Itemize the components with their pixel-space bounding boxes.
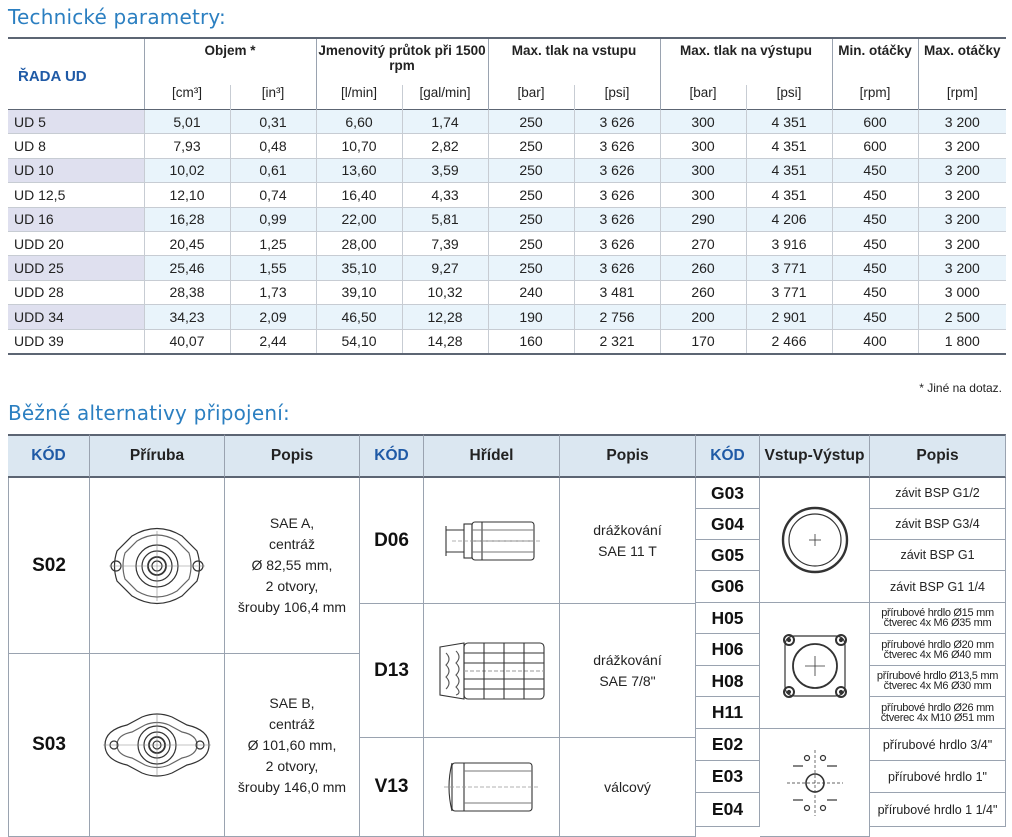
value-cell: 5,01 [144,110,230,134]
flange-drawing [90,478,225,654]
threaded-port-icon [778,503,852,577]
value-cell: 600 [832,134,918,158]
value-cell: 250 [488,183,574,207]
port-code: H06 [696,634,760,666]
value-cell: 250 [488,256,574,280]
value-cell: 16,40 [316,183,402,207]
technical-parameters-table [8,37,1006,355]
value-cell: 170 [660,329,746,354]
series-cell: UD 10 [8,158,144,182]
table-row [8,158,1006,182]
value-cell: 5,81 [402,207,488,231]
flange-description: SAE B, centráž Ø 101,60 mm, 2 otvory, šrouby 146,0 mm [225,654,360,837]
table-row [8,183,1006,207]
value-cell: 3 200 [918,110,1006,134]
connection-alternatives-title: Běžné alternativy připojení: [8,401,290,425]
group-header: Max. tlak na výstupu [660,38,832,85]
value-cell: 4 351 [746,158,832,182]
value-cell: 0,99 [230,207,316,231]
cylindrical-shaft-icon [442,757,542,817]
value-cell: 250 [488,110,574,134]
shaft-description: válcový [560,738,696,837]
port-description: závit BSP G1 [870,540,1006,571]
value-cell: 3 626 [574,231,660,255]
port-description: závit BSP G1/2 [870,478,1006,509]
value-cell: 450 [832,280,918,304]
port-code: E04 [696,793,760,827]
value-cell: 20,45 [144,231,230,255]
value-cell: 2,82 [402,134,488,158]
value-cell: 3 000 [918,280,1006,304]
value-cell: 3 626 [574,183,660,207]
value-cell: 1,73 [230,280,316,304]
value-cell: 0,48 [230,134,316,158]
value-cell: 9,27 [402,256,488,280]
table-row [8,207,1006,231]
port-code: H08 [696,666,760,697]
port-code: H11 [696,697,760,729]
value-cell: 3 200 [918,183,1006,207]
value-cell: 3 200 [918,231,1006,255]
value-cell: 260 [660,256,746,280]
shaft-code: V13 [360,738,424,837]
table-row [8,231,1006,255]
flange-header: Příruba [90,434,225,478]
port-code: E03 [696,761,760,793]
unit-header: [cm³] [144,85,230,110]
shaft-code: D13 [360,604,424,738]
value-cell: 290 [660,207,746,231]
port-description: závit BSP G1 1/4 [870,571,1006,603]
flange-sae-a-icon [97,511,217,621]
group-header: Min. otáčky [832,38,918,85]
port-description: přírubové hrdlo 1" [870,761,1006,793]
port-description: závit BSP G3/4 [870,509,1006,540]
value-cell: 250 [488,158,574,182]
value-cell: 1,25 [230,231,316,255]
value-cell: 300 [660,183,746,207]
value-cell: 0,31 [230,110,316,134]
unit-header: [psi] [746,85,832,110]
value-cell: 12,28 [402,305,488,329]
series-cell: UD 12,5 [8,183,144,207]
kod-header: KÓD [8,434,90,478]
value-cell: 7,39 [402,231,488,255]
value-cell: 28,38 [144,280,230,304]
unit-header: [rpm] [832,85,918,110]
table-row [8,256,1006,280]
value-cell: 10,32 [402,280,488,304]
value-cell: 0,61 [230,158,316,182]
flange-code: S03 [8,654,90,837]
value-cell: 6,60 [316,110,402,134]
value-cell: 450 [832,231,918,255]
shaft-description: drážkování SAE 7/8" [560,604,696,738]
unit-header: [psi] [574,85,660,110]
value-cell: 10,70 [316,134,402,158]
description-header: Popis [225,434,360,478]
port-code: H05 [696,603,760,634]
flange-code: S02 [8,478,90,654]
value-cell: 13,60 [316,158,402,182]
value-cell: 3 771 [746,280,832,304]
value-cell: 450 [832,183,918,207]
value-cell: 14,28 [402,329,488,354]
value-cell: 600 [832,110,918,134]
flange-drawing [90,654,225,837]
port-description: přírubové hrdlo 3/4" [870,729,1006,761]
table-row [8,110,1006,134]
value-cell: 10,02 [144,158,230,182]
value-cell: 2 500 [918,305,1006,329]
shaft-drawing [424,604,560,738]
series-cell: UDD 20 [8,231,144,255]
description-header: Popis [870,434,1006,478]
port-drawing [760,729,870,837]
port-description: přírubové hrdlo Ø13,5 mm čtverec 4x M6 Ø30 mm [870,666,1006,697]
value-cell: 2 321 [574,329,660,354]
value-cell: 4 351 [746,183,832,207]
value-cell: 3 626 [574,256,660,280]
value-cell: 3 626 [574,158,660,182]
value-cell: 4 206 [746,207,832,231]
value-cell: 4 351 [746,110,832,134]
shaft-drawing [424,738,560,837]
value-cell: 39,10 [316,280,402,304]
table-row [8,134,1006,158]
shaft-header: Hřídel [424,434,560,478]
value-cell: 22,00 [316,207,402,231]
value-cell: 1 800 [918,329,1006,354]
series-cell: UDD 28 [8,280,144,304]
spline-shaft-icon [442,516,542,566]
port-code: G03 [696,478,760,509]
value-cell: 160 [488,329,574,354]
series-cell: UD 16 [8,207,144,231]
value-cell: 1,55 [230,256,316,280]
unit-header: [gal/min] [402,85,488,110]
value-cell: 2 756 [574,305,660,329]
kod-header: KÓD [696,434,760,478]
value-cell: 4 351 [746,134,832,158]
unit-header: [bar] [660,85,746,110]
value-cell: 3 200 [918,207,1006,231]
port-description: přírubové hrdlo Ø26 mm čtverec 4x M10 Ø51 mm [870,697,1006,729]
value-cell: 2 901 [746,305,832,329]
value-cell: 2,09 [230,305,316,329]
value-cell: 3 481 [574,280,660,304]
unit-header: [rpm] [918,85,1006,110]
series-cell: UD 5 [8,110,144,134]
kod-header: KÓD [360,434,424,478]
port-code: G05 [696,540,760,571]
flange-sae-b-icon [97,695,217,795]
value-cell: 4,33 [402,183,488,207]
flange-port-small-icon [785,748,845,818]
description-header: Popis [560,434,696,478]
value-cell: 250 [488,231,574,255]
value-cell: 12,10 [144,183,230,207]
value-cell: 300 [660,158,746,182]
value-cell: 2,44 [230,329,316,354]
value-cell: 3 626 [574,110,660,134]
value-cell: 3,59 [402,158,488,182]
series-cell: UDD 39 [8,329,144,354]
value-cell: 2 466 [746,329,832,354]
value-cell: 3 771 [746,256,832,280]
value-cell: 3 916 [746,231,832,255]
unit-header: [l/min] [316,85,402,110]
connection-alternatives-table [8,434,1006,837]
port-code: E02 [696,729,760,761]
unit-header: [bar] [488,85,574,110]
table-row [8,280,1006,304]
port-drawing [760,603,870,729]
value-cell: 450 [832,158,918,182]
value-cell: 450 [832,207,918,231]
value-cell: 25,46 [144,256,230,280]
value-cell: 450 [832,305,918,329]
table-row [8,329,1006,354]
value-cell: 35,10 [316,256,402,280]
value-cell: 250 [488,207,574,231]
port-description: přírubové hrdlo 1 1/4" [870,793,1006,827]
value-cell: 200 [660,305,746,329]
port-drawing [760,478,870,603]
group-header: Jmenovitý průtok při 1500 rpm [316,38,488,85]
value-cell: 40,07 [144,329,230,354]
value-cell: 0,74 [230,183,316,207]
port-code: G04 [696,509,760,540]
shaft-description: drážkování SAE 11 T [560,478,696,604]
series-header: ŘADA UD [8,38,144,110]
spline-shaft-long-icon [434,633,550,709]
flange-port-square-icon [775,626,855,706]
value-cell: 34,23 [144,305,230,329]
value-cell: 28,00 [316,231,402,255]
inlet-outlet-header: Vstup-Výstup [760,434,870,478]
value-cell: 260 [660,280,746,304]
value-cell: 240 [488,280,574,304]
value-cell: 270 [660,231,746,255]
table-row [8,305,1006,329]
port-description: přírubové hrdlo Ø20 mm čtverec 4x M6 Ø40 mm [870,634,1006,666]
group-header: Objem * [144,38,316,85]
value-cell: 3 626 [574,134,660,158]
value-cell: 1,74 [402,110,488,134]
footnote: * Jiné na dotaz. [919,381,1002,395]
value-cell: 400 [832,329,918,354]
port-description: přírubové hrdlo Ø15 mm čtverec 4x M6 Ø35 mm [870,603,1006,634]
value-cell: 3 200 [918,256,1006,280]
series-cell: UD 8 [8,134,144,158]
shaft-code: D06 [360,478,424,604]
value-cell: 3 200 [918,134,1006,158]
group-header: Max. tlak na vstupu [488,38,660,85]
value-cell: 16,28 [144,207,230,231]
value-cell: 300 [660,134,746,158]
group-header: Max. otáčky [918,38,1006,85]
unit-header: [in³] [230,85,316,110]
value-cell: 54,10 [316,329,402,354]
value-cell: 3 200 [918,158,1006,182]
port-code: G06 [696,571,760,603]
value-cell: 450 [832,256,918,280]
value-cell: 46,50 [316,305,402,329]
value-cell: 3 626 [574,207,660,231]
series-cell: UDD 25 [8,256,144,280]
technical-parameters-title: Technické parametry: [8,5,226,29]
value-cell: 250 [488,134,574,158]
value-cell: 7,93 [144,134,230,158]
flange-description: SAE A, centráž Ø 82,55 mm, 2 otvory, šrouby 106,4 mm [225,478,360,654]
shaft-drawing [424,478,560,604]
series-cell: UDD 34 [8,305,144,329]
value-cell: 300 [660,110,746,134]
value-cell: 190 [488,305,574,329]
